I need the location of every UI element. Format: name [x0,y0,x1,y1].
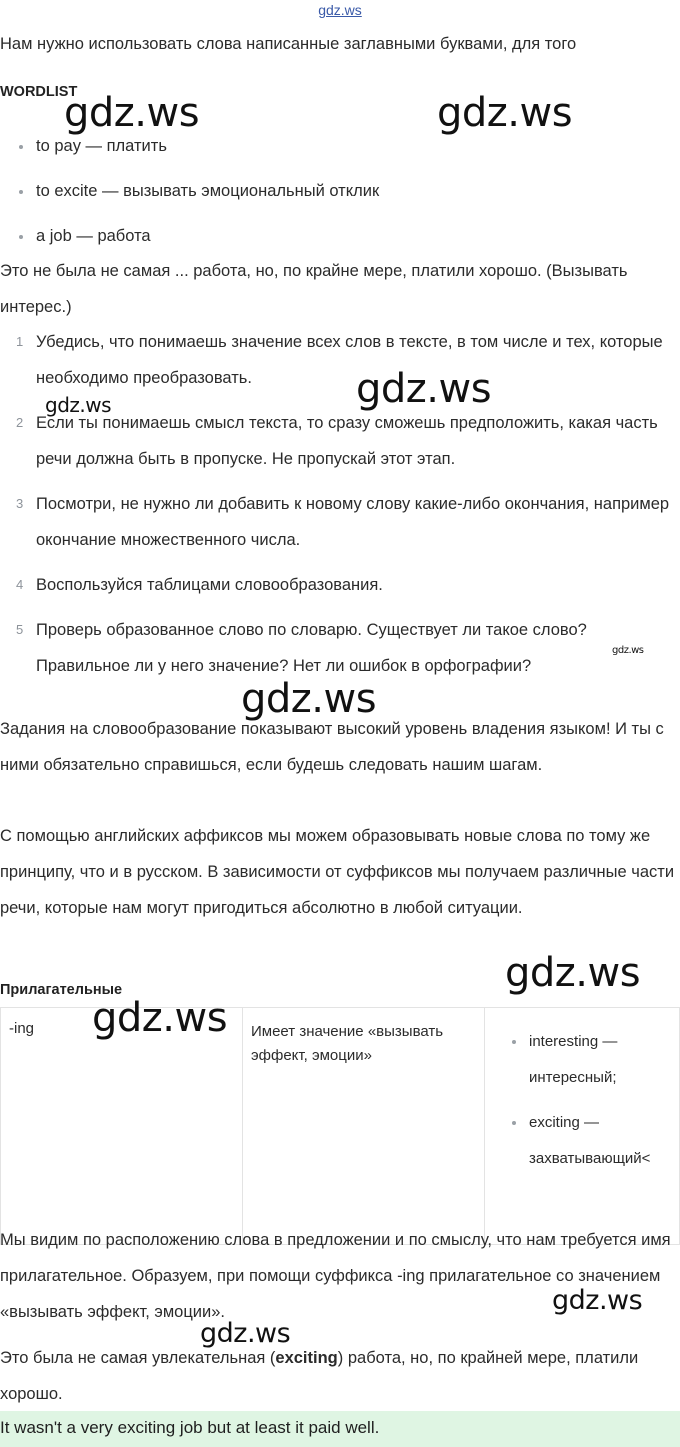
bullet-icon [19,235,23,239]
bullet-icon [512,1040,516,1044]
step-item: 2 Если ты понимаешь смысл текста, то сразу сможешь предположить, какая часть речи должна быть в пропуске. Не пропускай этот этап. [16,414,658,468]
wordlist-item: to pay — платить [0,137,680,182]
watermark: gdz.ws [437,90,573,136]
watermark: gdz.ws [552,1285,643,1316]
adjectives-heading: Прилагательные [0,982,123,998]
task-sentence: Это не была не самая ... работа, но, по крайне мере, платили хорошо. (Вызывать интерес.) [0,262,628,316]
example-item: exciting — захватывающий< [485,1105,679,1177]
step-item: 1 Убедись, что понимаешь значение всех слов в тексте, в том числе и тех, которые необходимо преобразовать. [16,333,663,387]
watermark: gdz.ws [241,676,377,722]
step-item: 5 Проверь образованное слово по словарю. Существует ли такое слово? Правильное ли у него значение? Нет ли ошибок в орфографии? [16,621,587,675]
watermark: gdz.ws [64,90,200,136]
answer-word: exciting [275,1349,338,1367]
meaning-cell: Имеет значение «вызывать эффект, эмоции» [243,1008,485,1245]
watermark: gdz.ws [356,366,492,412]
affix-table [0,1007,680,1245]
bullet-icon [19,145,23,149]
paragraph-3: Мы видим по расположению слова в предложении и по смыслу, что нам требуется имя прилагательное. Образуем, при помощи суффикса -ing прилагательное со значением «вызывать эффект, эмоции». [0,1231,671,1321]
step-item: 4 Воспользуйся таблицами словообразования. [16,576,383,594]
watermark: gdz.ws [612,645,644,656]
intro-paragraph: Нам нужно использовать слова написанные заглавными буквами, для того [0,35,577,53]
watermark: gdz.ws [200,1318,291,1349]
examples-cell [485,1008,680,1245]
step-item: 3 Посмотри, не нужно ли добавить к новому слову какие-либо окончания, например окончание множественного числа. [16,495,670,549]
paragraph-1: Задания на словообразование показывают высокий уровень владения языком! И ты с ними обязательно справишься, если будешь следовать нашим шагам. [0,720,664,774]
site-link[interactable]: gdz.ws [318,2,362,18]
paragraph-2: С помощью английских аффиксов мы можем образовывать новые слова по тому же принципу, что и в русском. В зависимости от суффиксов мы получаем различные части речи, которые нам могут пригодиться абсолютно в любой ситуации. [0,827,675,917]
example-item: interesting — интересный; [485,1024,679,1096]
watermark: gdz.ws [45,393,112,417]
steps-list [0,324,680,684]
suffix-cell: -ing [1,1008,243,1245]
answer-translation: It wasn't a very exciting job but at least it paid well. [0,1418,380,1437]
wordlist-item: a job — работа [0,227,680,272]
bullet-icon [19,190,23,194]
table-row [1,1008,680,1245]
final-sentence: Это была не самая увлекательная (exciting) работа, но, по крайней мере, платили хорошо. [0,1349,639,1403]
watermark: gdz.ws [505,950,641,996]
bullet-icon [512,1121,516,1125]
wordlist [0,137,680,272]
watermark: gdz.ws [92,995,228,1041]
wordlist-item: to excite — вызывать эмоциональный отклик [0,182,680,227]
wordlist-heading: WORDLIST [0,84,78,100]
